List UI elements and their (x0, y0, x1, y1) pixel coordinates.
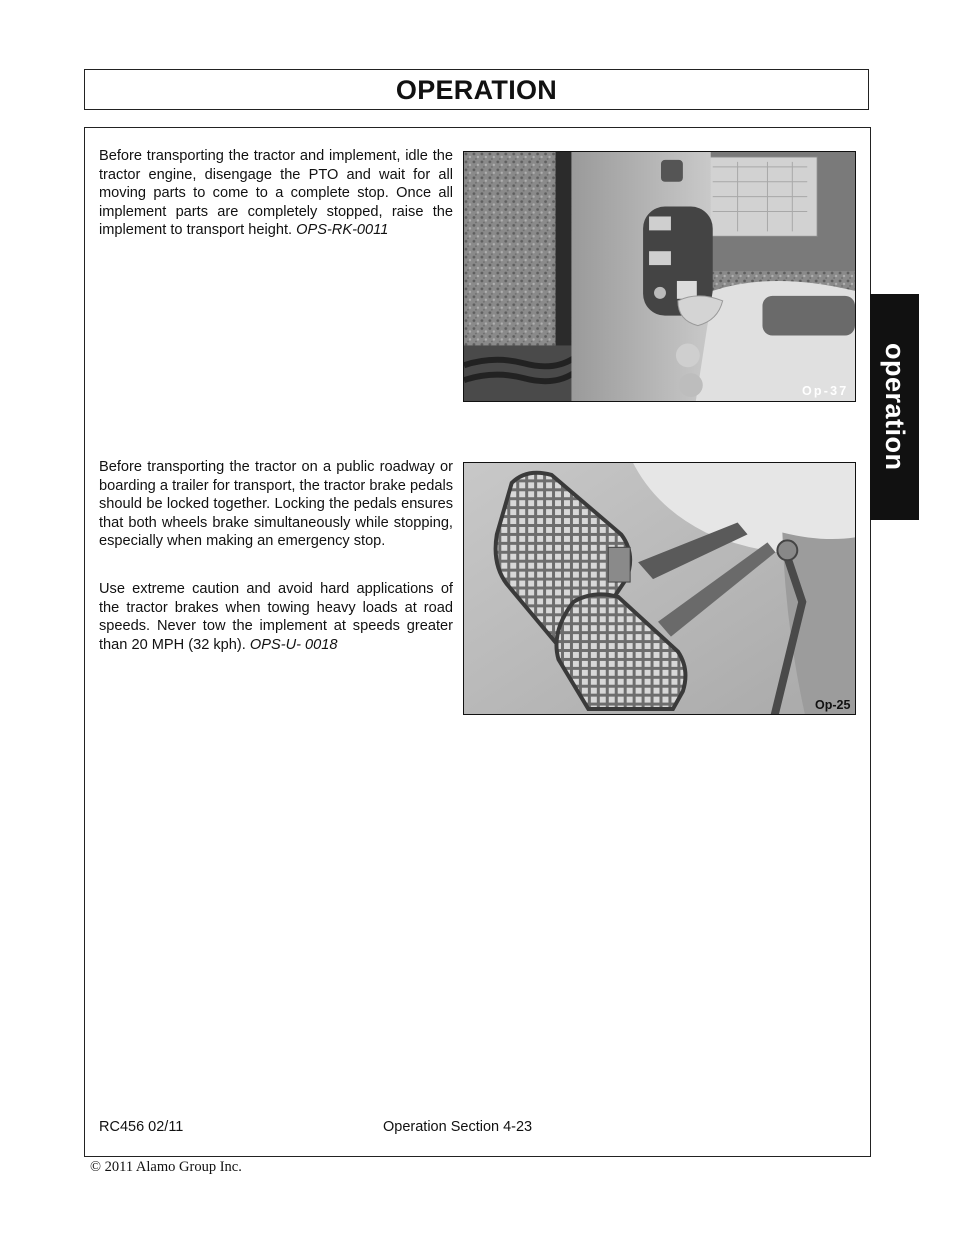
figure-label-op-25: Op-25 (815, 698, 851, 712)
tractor-controls-illustration (464, 152, 855, 401)
transport-idle-instructions (99, 147, 453, 240)
page-title: OPERATION (395, 75, 558, 105)
brake-pedals-illustration (464, 463, 855, 714)
page-section-number: Operation Section 4-23 (383, 1119, 533, 1135)
copyright-notice: © 2011 Alamo Group Inc. (90, 1159, 242, 1175)
brake-lock-text: Before transporting the tractor on a public roadway or boarding a trailer for transport, the tractor brake pedals should be locked together. Locking the pedals ensures that both wheels brake simultaneously while stopping, especially when making an emergency stop. (99, 459, 453, 550)
page-header (84, 69, 869, 110)
figure-label-op-37: Op-37 (802, 384, 849, 398)
document-code: RC456 02/11 (99, 1119, 184, 1135)
brake-lock-instructions (99, 458, 453, 551)
reference-code: OPS-U- 0018 (249, 636, 338, 653)
side-tab-label: operation (880, 343, 910, 471)
reference-code: OPS-RK-0011 (296, 222, 389, 239)
tractor-controls-photo (463, 151, 856, 402)
towing-caution-text: Use extreme caution and avoid hard applications of the tractor brakes when towing heavy loads at road speeds. Never tow the implement at speeds greater than 20 MPH (32 kph). (99, 581, 453, 653)
brake-pedals-photo (463, 462, 856, 715)
transport-idle-text: Before transporting the tractor and implement, idle the tractor engine, disengage the PTO and wait for all moving parts to come to a complete stop. Once all implement parts are completely stopped, raise the implement to transport height. (99, 148, 453, 239)
section-side-tab (870, 294, 919, 520)
towing-caution-instructions (99, 580, 453, 654)
